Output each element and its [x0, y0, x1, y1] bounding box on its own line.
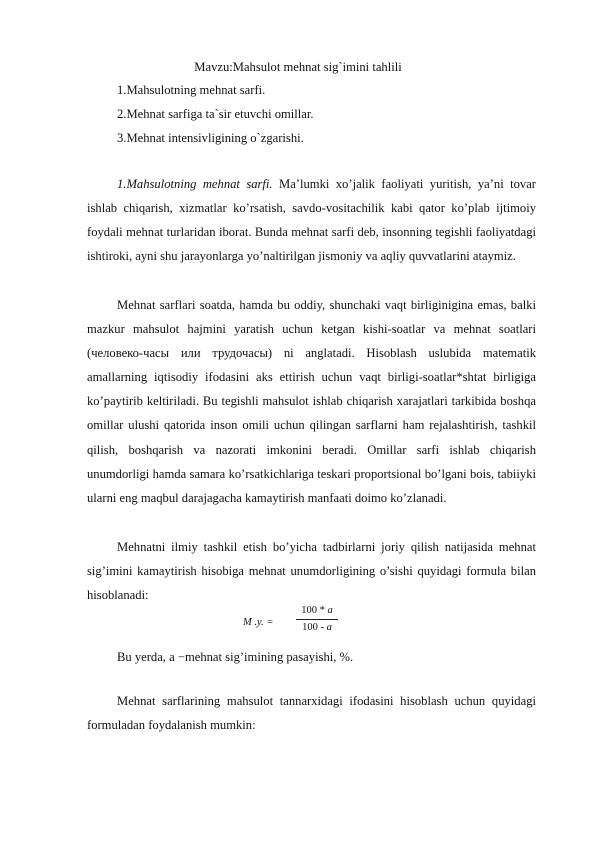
document-title: Mavzu:Mahsulot mehnat sig`imini tahlili [194, 60, 402, 74]
paragraph-2-text: Mehnat sarflari soatda, hamda bu oddiy, shunchaki vaqt birliginigina emas, balki mazkur mahsulot hajmini yaratish uchun ketgan kishi-soatlar va mehnat soatlari (человеко-часы или трудочасы) ni anglatadi. Hisoblash uslubida matematik amallarning iqtisodiy ifodasini aks ettirish uchun vaqt birligi-soatlar*shtat birligiga ko’paytirib keltiriladi. Bu tegishli mahsulot ishlab chiqarish xarajatlari tarkibida boshqa omillar ulushi qatorida inson omili uchun qilingan sarflarni ham rejalashtirish, tashkil qilish, boshqarish va nazorati imkonini beradi. Omillar sarfi ishlab chiqarish unumdorligi hamda samara ko’rsatkichlariga teskari proportsional bo’lgani bois, tabiiyki ularni eng maqbul darajagacha kamaytirish manfaati doimo ko’zlanadi. [87, 298, 536, 505]
formula-denominator-text: 100 - [302, 622, 327, 633]
section-heading-inline: 1.Mahsulotning mehnat sarfi. [117, 177, 273, 191]
formula-lhs: M .y. = [243, 617, 274, 628]
fraction-bar [296, 619, 338, 620]
toc-item-1: 1.Mahsulotning mehnat sarfi. [117, 83, 266, 97]
paragraph-1 [87, 172, 536, 268]
formula-fraction [296, 604, 338, 635]
paragraph-2 [87, 293, 536, 510]
toc-item-3: 3.Mehnat intensivligining o`zgarishi. [117, 131, 304, 145]
formula-numerator-var: a [327, 605, 333, 616]
formula-numerator-text: 100 * [301, 605, 328, 616]
paragraph-3 [87, 535, 536, 607]
paragraph-4-text: Mehnat sarflarining mahsulot tannarxidagi ifodasini hisoblash uchun quyidagi formuladan foydalanish mumkin: [87, 694, 536, 733]
paragraph-1-text: Ma’lumki xo’jalik faoliyati yuritish, ya’ni tovar ishlab chiqarish, xizmatlar ko’rsatish, savdo-vositachilik kabi qator ko’plab ijtimoiy foydali mehnat turlaridan iborat. Bunda mehnat sarfi deb, insonning tegishli faoliyatdagi ishtiroki, ayni shu jarayonlarga yo’naltirilgan jismoniy va aqliy quvvatlarini ataymiz. [87, 177, 536, 264]
paragraph-4 [87, 689, 536, 737]
paragraph-3-text: Mehnatni ilmiy tashkil etish bo’yicha tadbirlarni joriy qilish natijasida mehnat sig’imini kamaytirish hisobiga mehnat unumdorligining o’sishi quyidagi formula bilan hisoblanadi: [87, 540, 536, 603]
formula-denominator [296, 621, 338, 635]
formula-explanation: Bu yerda, a −mehnat sig’imining pasayishi, %. [117, 650, 354, 664]
toc-item-2: 2.Mehnat sarfiga ta`sir etuvchi omillar. [117, 107, 314, 121]
formula-denominator-var: a [326, 622, 332, 633]
formula-numerator [296, 604, 338, 618]
